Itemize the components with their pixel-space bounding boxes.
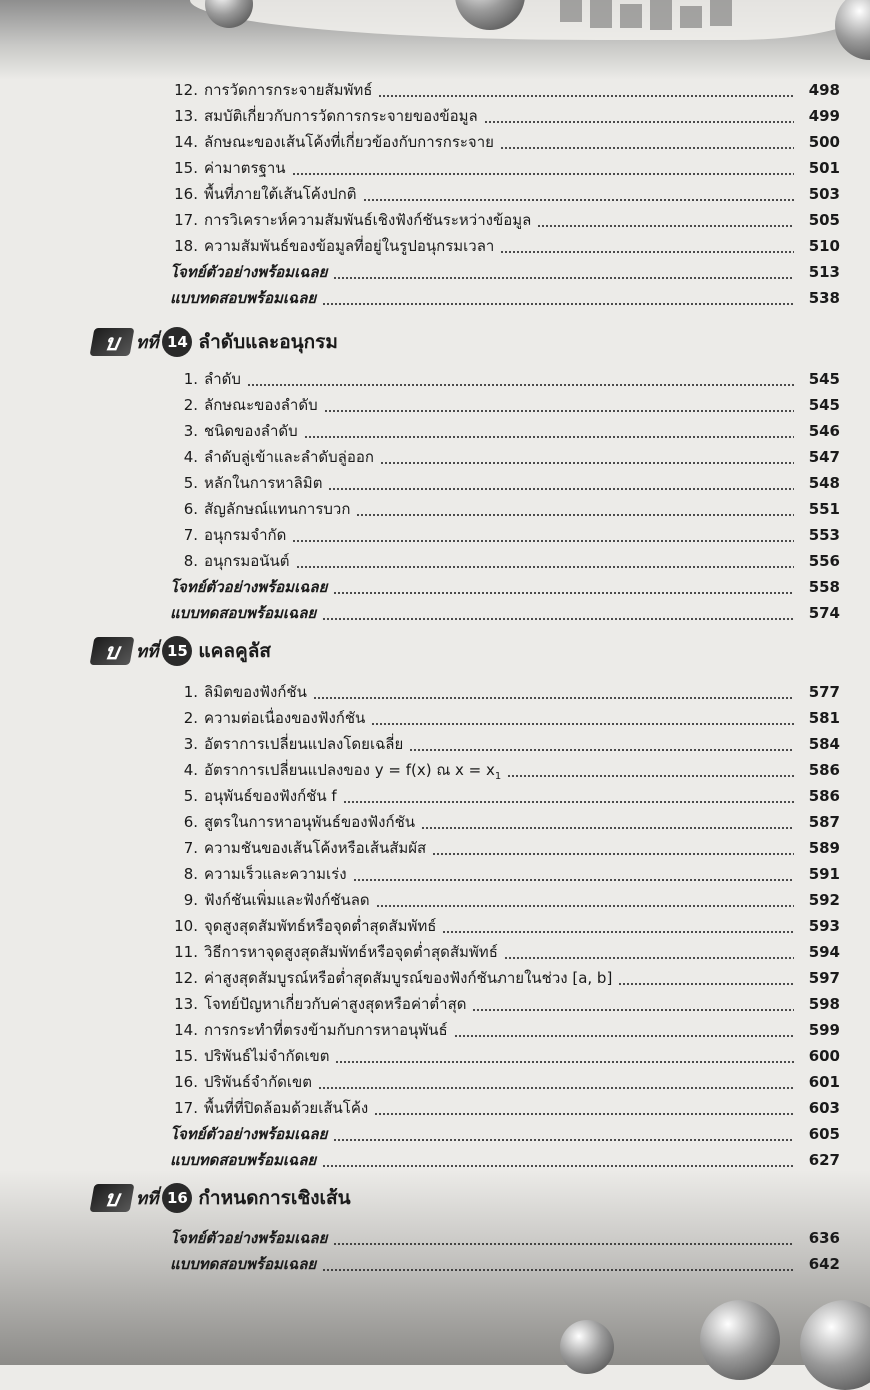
entry-number: 1.: [183, 683, 198, 701]
chapter-number: 15: [162, 636, 192, 666]
toc-entry[interactable]: [170, 233, 840, 259]
entry-title: สูตรในการหาอนุพันธ์ของฟังก์ชัน: [204, 813, 416, 831]
entry-page: 551: [808, 500, 840, 518]
toc-entry[interactable]: [170, 181, 840, 207]
entry-page: 581: [808, 709, 840, 727]
entry-number: 8.: [183, 552, 198, 570]
entry-title: ความเร็วและความเร่ง: [204, 865, 347, 883]
entry-page: 505: [808, 211, 840, 229]
chapter-label: ทที่: [136, 1188, 159, 1209]
toc-entry[interactable]: [170, 887, 840, 913]
banner-wave-shape: [190, 0, 870, 40]
toc-entry[interactable]: [170, 939, 840, 965]
entry-page: 598: [808, 995, 840, 1013]
toc-entry[interactable]: [170, 679, 840, 705]
entry-number: 4.: [183, 761, 198, 779]
entry-number: 12.: [174, 969, 198, 987]
toc-entry[interactable]: [170, 77, 840, 103]
entry-number: 1.: [183, 370, 198, 388]
dot-leader: [507, 757, 794, 783]
entry-number: 7.: [183, 526, 198, 544]
toc-entry[interactable]: [170, 1095, 840, 1121]
entry-title: ปริพันธ์จำกัดเขต: [204, 1073, 313, 1091]
toc-entry[interactable]: [170, 392, 840, 418]
entry-page: 642: [808, 1255, 840, 1273]
dot-leader: [296, 548, 794, 574]
entry-page: 591: [808, 865, 840, 883]
dot-leader: [432, 835, 794, 861]
entry-title-text: อัตราการเปลี่ยนแปลงของ y = f(x) ณ x = x: [204, 761, 495, 779]
chapter-heading-15[interactable]: [92, 635, 271, 667]
dot-leader: [421, 809, 794, 835]
entry-title: โจทย์ปัญหาเกี่ยวกับค่าสูงสุดหรือค่าต่ำสุด: [204, 995, 467, 1013]
entry-title: อัตราการเปลี่ยนแปลงโดยเฉลี่ย: [204, 735, 404, 753]
dot-leader: [472, 991, 794, 1017]
chapter-heading-14[interactable]: [92, 326, 338, 358]
entry-page: 547: [808, 448, 840, 466]
dot-leader: [343, 783, 794, 809]
entry-page: 627: [808, 1151, 840, 1169]
dot-leader: [333, 574, 794, 600]
dot-leader: [313, 679, 794, 705]
toc-entry[interactable]: [170, 496, 840, 522]
chapter-title: กำหนดการเชิงเส้น: [198, 1187, 351, 1209]
entry-number: 6.: [183, 500, 198, 518]
dot-leader: [333, 1121, 794, 1147]
banner-tile: [620, 4, 642, 28]
entry-title: แบบทดสอบพร้อมเฉลย: [170, 289, 317, 307]
entry-page: 513: [808, 263, 840, 281]
entry-number: 10.: [174, 917, 198, 935]
dot-leader: [333, 259, 794, 285]
entry-page: 589: [808, 839, 840, 857]
entry-page: 593: [808, 917, 840, 935]
banner-tile: [650, 0, 672, 30]
entry-title: โจทย์ตัวอย่างพร้อมเฉลย: [170, 1229, 328, 1247]
toc-entry[interactable]: [170, 1069, 840, 1095]
dot-leader: [324, 392, 794, 418]
dot-leader: [371, 705, 794, 731]
entry-page: 594: [808, 943, 840, 961]
chapter-title: ลำดับและอนุกรม: [198, 331, 338, 353]
entry-page: 592: [808, 891, 840, 909]
toc-entry[interactable]: [170, 783, 840, 809]
entry-number: 9.: [183, 891, 198, 909]
entry-title: ความสัมพันธ์ของข้อมูลที่อยู่ในรูปอนุกรมเวลา: [204, 237, 495, 255]
entry-title: การกระทำที่ตรงข้ามกับการหาอนุพันธ์: [204, 1021, 448, 1039]
toc-entry[interactable]: [170, 444, 840, 470]
entry-title: โจทย์ตัวอย่างพร้อมเฉลย: [170, 1125, 328, 1143]
toc-entry-test[interactable]: [170, 285, 840, 311]
dot-leader: [328, 470, 794, 496]
dot-leader: [304, 418, 794, 444]
toc-entry[interactable]: [170, 705, 840, 731]
chapter-label: ทที่: [136, 641, 159, 662]
entry-number: 16.: [174, 1073, 198, 1091]
entry-page: 600: [808, 1047, 840, 1065]
entry-page: 546: [808, 422, 840, 440]
dot-leader: [380, 444, 794, 470]
entry-page: 556: [808, 552, 840, 570]
entry-title: อนุกรมจำกัด: [204, 526, 287, 544]
dot-leader: [500, 129, 794, 155]
entry-number: 17.: [174, 211, 198, 229]
dot-leader: [374, 1095, 794, 1121]
toc-entry-examples[interactable]: [170, 1121, 840, 1147]
entry-number: 3.: [183, 422, 198, 440]
dot-leader: [484, 103, 794, 129]
toc-entry[interactable]: [170, 731, 840, 757]
entry-title: [204, 758, 501, 782]
chapter-number: 16: [162, 1183, 192, 1213]
entry-title: ชนิดของลำดับ: [204, 422, 298, 440]
entry-title: วิธีการหาจุดสูงสุดสัมพัทธ์หรือจุดต่ำสุดสัมพัทธ์: [204, 943, 498, 961]
dot-leader: [292, 522, 794, 548]
entry-page: 586: [808, 787, 840, 805]
entry-title: พื้นที่ที่ปิดล้อมด้วยเส้นโค้ง: [204, 1099, 369, 1117]
entry-number: 18.: [174, 237, 198, 255]
entry-page: 603: [808, 1099, 840, 1117]
entry-number: 15.: [174, 1047, 198, 1065]
entry-page: 500: [808, 133, 840, 151]
dot-leader: [318, 1069, 794, 1095]
subscript: 1: [494, 771, 502, 782]
entry-page: 499: [808, 107, 840, 125]
entry-title: โจทย์ตัวอย่างพร้อมเฉลย: [170, 578, 328, 596]
dot-leader: [500, 233, 794, 259]
entry-number: 13.: [174, 107, 198, 125]
dot-leader: [363, 181, 795, 207]
toc-entry[interactable]: [170, 1043, 840, 1069]
banner-tile: [560, 0, 582, 22]
toc-entry[interactable]: [170, 965, 840, 991]
dot-leader: [322, 1251, 794, 1277]
entry-page: 498: [808, 81, 840, 99]
entry-page: 601: [808, 1073, 840, 1091]
chapter-title: แคลคูลัส: [198, 640, 271, 662]
entry-page: 587: [808, 813, 840, 831]
dot-leader: [537, 207, 794, 233]
entry-number: 5.: [183, 474, 198, 492]
entry-title: ฟังก์ชันเพิ่มและฟังก์ชันลด: [204, 891, 370, 909]
dot-leader: [322, 285, 794, 311]
entry-title: สมบัติเกี่ยวกับการวัดการกระจายของข้อมูล: [204, 107, 478, 125]
entry-number: 3.: [183, 735, 198, 753]
entry-page: 503: [808, 185, 840, 203]
toc-entry[interactable]: [170, 835, 840, 861]
toc-entry-examples[interactable]: [170, 574, 840, 600]
entry-title: ลำดับลู่เข้าและลำดับลู่ออก: [204, 448, 374, 466]
entry-title: ลำดับ: [204, 370, 241, 388]
entry-title: ลักษณะของลำดับ: [204, 396, 318, 414]
entry-number: 14.: [174, 1021, 198, 1039]
dot-leader: [618, 965, 794, 991]
entry-page: 584: [808, 735, 840, 753]
banner-tile: [590, 0, 612, 28]
dot-leader: [378, 77, 794, 103]
entry-page: 548: [808, 474, 840, 492]
toc-entry[interactable]: [170, 207, 840, 233]
toc-entry[interactable]: [170, 129, 840, 155]
entry-page: 501: [808, 159, 840, 177]
toc-entry[interactable]: [170, 861, 840, 887]
chapter-heading-16[interactable]: [92, 1182, 351, 1214]
top-banner-artwork: [0, 0, 870, 80]
entry-title: อนุพันธ์ของฟังก์ชัน f: [204, 787, 337, 805]
toc-entry[interactable]: [170, 991, 840, 1017]
entry-title: ความชันของเส้นโค้งหรือเส้นสัมผัส: [204, 839, 427, 857]
entry-page: 510: [808, 237, 840, 255]
chapter-badge-icon: บ: [90, 1184, 135, 1212]
chapter-badge-icon: บ: [90, 637, 135, 665]
entry-number: 11.: [174, 943, 198, 961]
toc-entry[interactable]: [170, 418, 840, 444]
toc-entry-test[interactable]: [170, 600, 840, 626]
entry-number: 17.: [174, 1099, 198, 1117]
toc-entry[interactable]: [170, 1017, 840, 1043]
entry-title: แบบทดสอบพร้อมเฉลย: [170, 1151, 317, 1169]
dot-leader: [322, 1147, 794, 1173]
entry-title: อนุกรมอนันต์: [204, 552, 290, 570]
entry-number: 8.: [183, 865, 198, 883]
toc-entry[interactable]: [170, 809, 840, 835]
banner-tile: [710, 0, 732, 26]
toc-entry-test[interactable]: [170, 1251, 840, 1277]
entry-title: จุดสูงสุดสัมพัทธ์หรือจุดต่ำสุดสัมพัทธ์: [204, 917, 437, 935]
dot-leader: [335, 1043, 794, 1069]
banner-tile: [680, 6, 702, 28]
entry-page: 577: [808, 683, 840, 701]
entry-title: สัญลักษณ์แทนการบวก: [204, 500, 351, 518]
entry-page: 538: [808, 289, 840, 307]
entry-title: การวิเคราะห์ความสัมพันธ์เชิงฟังก์ชันระหว่างข้อมูล: [204, 211, 532, 229]
dot-leader: [247, 366, 794, 392]
entry-number: 7.: [183, 839, 198, 857]
entry-title: ความต่อเนื่องของฟังก์ชัน: [204, 709, 366, 727]
entry-number: 6.: [183, 813, 198, 831]
entry-title: พื้นที่ภายใต้เส้นโค้งปกติ: [204, 185, 357, 203]
entry-number: 16.: [174, 185, 198, 203]
entry-title: แบบทดสอบพร้อมเฉลย: [170, 604, 317, 622]
dot-leader: [333, 1225, 794, 1251]
entry-page: 605: [808, 1125, 840, 1143]
dot-leader: [322, 600, 794, 626]
toc-entry[interactable]: [170, 155, 840, 181]
toc-entry-test[interactable]: [170, 1147, 840, 1173]
entry-page: 558: [808, 578, 840, 596]
entry-title: การวัดการกระจายสัมพัทธ์: [204, 81, 373, 99]
dot-leader: [353, 861, 794, 887]
entry-number: 2.: [183, 396, 198, 414]
entry-page: 545: [808, 396, 840, 414]
entry-title: ค่าสูงสุดสัมบูรณ์หรือต่ำสุดสัมบูรณ์ของฟังก์ชันภายในช่วง [a, b]: [204, 969, 613, 987]
entry-number: 13.: [174, 995, 198, 1013]
entry-page: 597: [808, 969, 840, 987]
entry-number: 4.: [183, 448, 198, 466]
entry-title: ลักษณะของเส้นโค้งที่เกี่ยวข้องกับการกระจาย: [204, 133, 494, 151]
dot-leader: [292, 155, 794, 181]
entry-number: 2.: [183, 709, 198, 727]
decorative-orb: [700, 1300, 780, 1380]
entry-title: หลักในการหาลิมิต: [204, 474, 323, 492]
dot-leader: [454, 1017, 794, 1043]
dot-leader: [409, 731, 794, 757]
dot-leader: [504, 939, 794, 965]
entry-page: 636: [808, 1229, 840, 1247]
entry-number: 5.: [183, 787, 198, 805]
entry-number: 12.: [174, 81, 198, 99]
dot-leader: [376, 887, 794, 913]
entry-title: ลิมิตของฟังก์ชัน: [204, 683, 307, 701]
chapter-label: ทที่: [136, 332, 159, 353]
dot-leader: [356, 496, 794, 522]
toc-entry[interactable]: [170, 470, 840, 496]
chapter-number: 14: [162, 327, 192, 357]
toc-entry-examples[interactable]: [170, 259, 840, 285]
toc-entry-examples[interactable]: [170, 1225, 840, 1251]
entry-title: โจทย์ตัวอย่างพร้อมเฉลย: [170, 263, 328, 281]
toc-entry[interactable]: [170, 366, 840, 392]
toc-entry[interactable]: [170, 913, 840, 939]
entry-title: ปริพันธ์ไม่จำกัดเขต: [204, 1047, 330, 1065]
entry-page: 599: [808, 1021, 840, 1039]
entry-title: แบบทดสอบพร้อมเฉลย: [170, 1255, 317, 1273]
toc-entry[interactable]: [170, 522, 840, 548]
entry-page: 574: [808, 604, 840, 622]
entry-number: 14.: [174, 133, 198, 151]
toc-entry[interactable]: [170, 548, 840, 574]
entry-page: 545: [808, 370, 840, 388]
toc-entry[interactable]: [170, 757, 840, 783]
entry-number: 15.: [174, 159, 198, 177]
entry-title: ค่ามาตรฐาน: [204, 159, 286, 177]
toc-entry[interactable]: [170, 103, 840, 129]
dot-leader: [442, 913, 794, 939]
chapter-badge-icon: บ: [90, 328, 135, 356]
entry-page: 586: [808, 761, 840, 779]
entry-page: 553: [808, 526, 840, 544]
decorative-orb: [560, 1320, 614, 1374]
